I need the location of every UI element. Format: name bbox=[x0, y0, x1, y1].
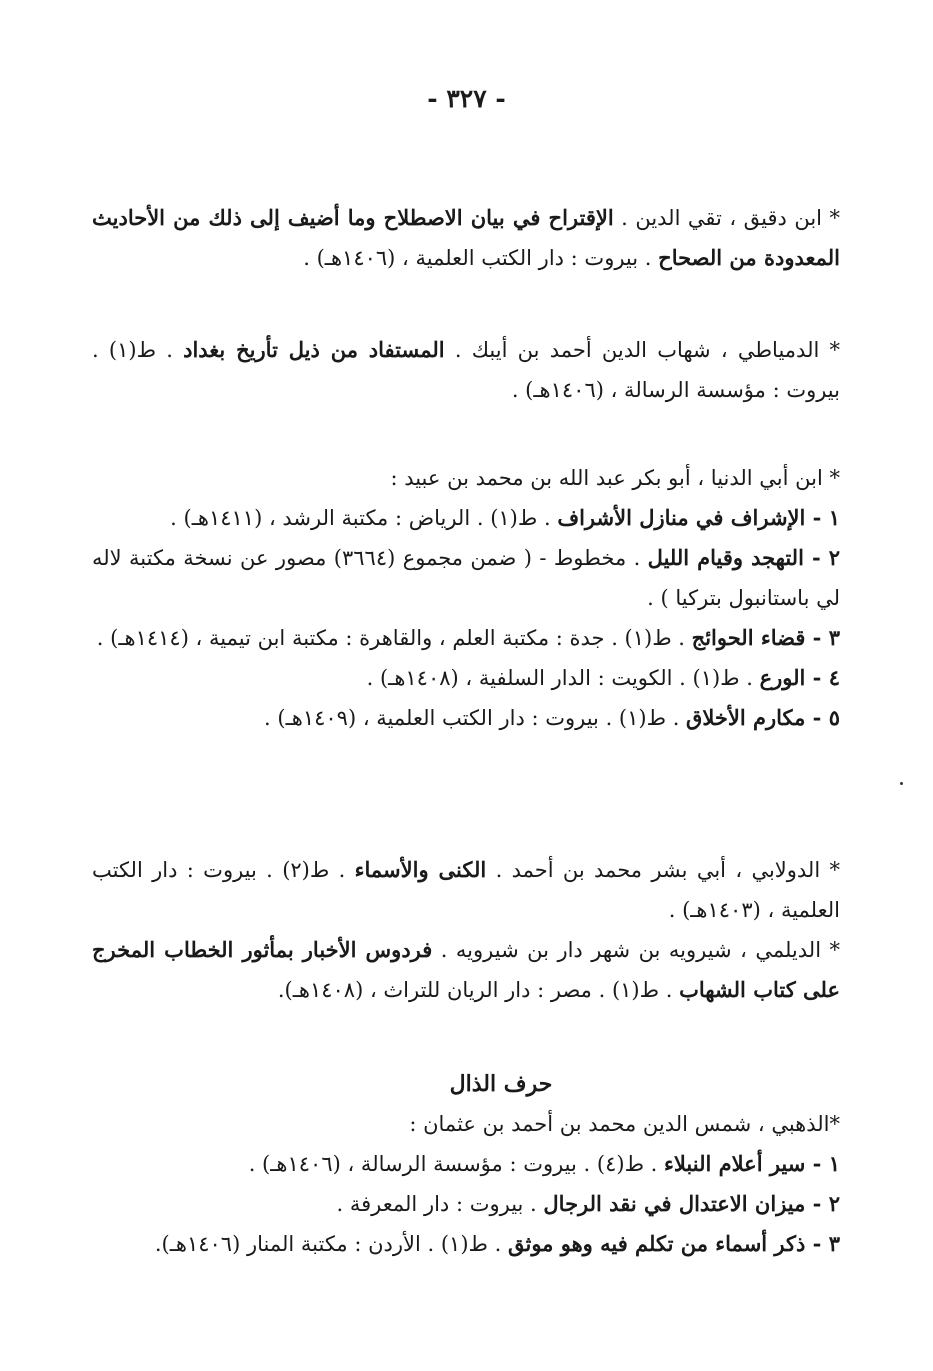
entry-title: قضاء الحوائج bbox=[691, 625, 806, 650]
entry-publication: . بيروت : دار الكتب العلمية ، (١٤٠٦هـ) . bbox=[303, 246, 659, 270]
entry-author: * الدولابي ، أبي بشر محمد بن أحمد . bbox=[486, 858, 840, 882]
page-number: - ٣٢٧ - bbox=[427, 84, 506, 113]
entry-author: *الذهبي ، شمس الدين محمد بن أحمد بن عثمان : bbox=[409, 1112, 840, 1136]
bib-entry-ibn-abi-aldunya bbox=[92, 458, 840, 738]
bib-entry-dimyati bbox=[92, 330, 840, 410]
list-item: ١ - سير أعلام النبلاء . ط(٤) . بيروت : مؤسسة الرسالة ، (١٤٠٦هـ) . bbox=[248, 1151, 840, 1176]
list-item: ٤ - الورع . ط(١) . الكويت : الدار السلفية ، (١٤٠٨هـ) . bbox=[366, 665, 840, 690]
entry-title: الإشراف في منازل الأشراف bbox=[557, 505, 806, 530]
list-item: ٢ - التهجد وقيام الليل . مخطوط - ( ضمن مجموع (٣٦٦٤) مصور عن نسخة مكتبة لاله لي باستانبول بتركيا ) . bbox=[92, 545, 840, 610]
entry-publication: . ط(٢) . بيروت : دار الكتب العلمية ، (١٤٠٣هـ) . bbox=[92, 858, 840, 922]
entry-title: ميزان الاعتدال في نقد الرجال bbox=[543, 1191, 806, 1216]
list-item: ٣ - قضاء الحوائج . ط(١) . جدة : مكتبة العلم ، والقاهرة : مكتبة ابن تيمية ، (١٤١٤هـ) . bbox=[96, 625, 840, 650]
list-item: ٣ - ذكر أسماء من تكلم فيه وهو موثق . ط(١) . الأردن : مكتبة المنار (١٤٠٦هـ). bbox=[154, 1231, 840, 1256]
entry-title: الورع bbox=[759, 665, 806, 690]
entry-title: التهجد وقيام الليل bbox=[647, 545, 804, 570]
bib-entry-dulabi-daylami bbox=[92, 850, 840, 1010]
entry-author: * ابن أبي الدنيا ، أبو بكر عبد الله بن محمد بن عبيد : bbox=[390, 466, 840, 490]
bib-entry-ibn-daqiq bbox=[92, 198, 840, 278]
entry-title: فردوس الأخبار بمأثور الخطاب المخرج على كتاب الشهاب bbox=[92, 937, 840, 1002]
bib-entry-dulabi bbox=[92, 850, 840, 930]
section-heading: حرف الذال bbox=[449, 1071, 553, 1097]
entry-publication: . ط(١) . بيروت : مؤسسة الرسالة ، (١٤٠٦هـ) . bbox=[92, 338, 840, 402]
entry-title: المستفاد من ذيل تأريخ بغداد bbox=[183, 337, 445, 362]
entry-author: * الدمياطي ، شهاب الدين أحمد بن أيبك . bbox=[444, 338, 841, 362]
bib-entry-daylami bbox=[92, 930, 840, 1010]
entry-publication: . ط(١) . مصر : دار الريان للتراث ، (١٤٠٨هـ). bbox=[277, 978, 680, 1002]
entry-title: ذكر أسماء من تكلم فيه وهو موثق bbox=[507, 1231, 806, 1256]
list-item: ٢ - ميزان الاعتدال في نقد الرجال . بيروت : دار المعرفة . bbox=[336, 1191, 840, 1216]
list-item: ٥ - مكارم الأخلاق . ط(١) . بيروت : دار الكتب العلمية ، (١٤٠٩هـ) . bbox=[264, 705, 840, 730]
entry-title: الإقتراح في بيان الاصطلاح وما أضيف إلى ذلك من الأحاديث المعدودة من الصحاح bbox=[92, 205, 840, 270]
entry-title: الكنى والأسماء bbox=[354, 857, 487, 882]
entry-author: * الديلمي ، شيرويه بن شهر دار بن شيرويه . bbox=[432, 938, 840, 962]
entry-title: سير أعلام النبلاء bbox=[664, 1151, 806, 1176]
entry-title: مكارم الأخلاق bbox=[686, 705, 806, 730]
section-dhal bbox=[92, 1064, 840, 1264]
list-item: ١ - الإشراف في منازل الأشراف . ط(١) . الرياض : مكتبة الرشد ، (١٤١١هـ) . bbox=[170, 505, 840, 530]
margin-dot bbox=[900, 782, 903, 785]
entry-author: * ابن دقيق ، تقي الدين . bbox=[613, 206, 840, 230]
